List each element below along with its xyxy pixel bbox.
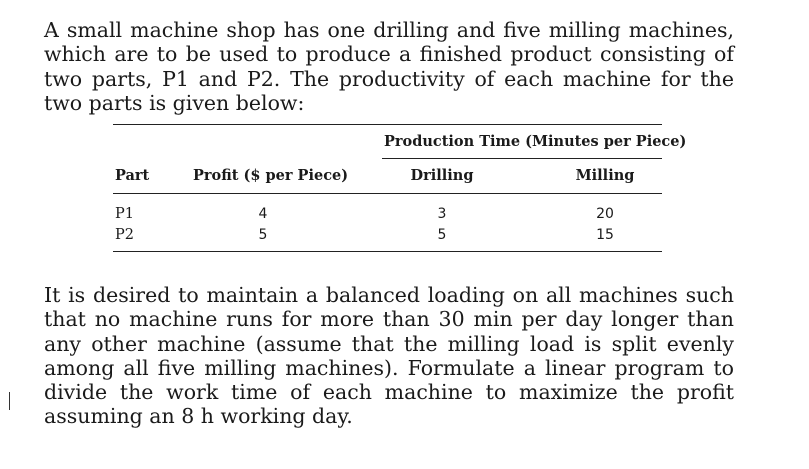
- col-header-milling: Milling: [575, 167, 635, 184]
- problem-task: It is desired to maintain a balanced loading on all machines such that no machine runs for more than 30 min per day longer than any other machine (assume that the milling load is split evenly among all five milling machines). Formulate a linear program to divide the work time of each machine to maximize the profit assuming an 8 h working day.: [44, 283, 734, 429]
- cell-profit: 5: [258, 227, 268, 243]
- col-header-drilling: Drilling: [410, 167, 474, 184]
- header-bottom-rule: [113, 193, 662, 194]
- col-header-profit: Profit ($ per Piece): [193, 167, 349, 184]
- cell-drilling: 5: [437, 227, 447, 243]
- group-header-rule: [382, 158, 662, 159]
- cell-milling: 20: [596, 206, 614, 222]
- group-header-production-time: Production Time (Minutes per Piece): [384, 133, 687, 150]
- cell-profit: 4: [258, 206, 268, 222]
- col-header-part: Part: [115, 167, 150, 184]
- cell-milling: 15: [596, 227, 614, 243]
- table-bottom-rule: [113, 251, 662, 252]
- problem-intro: A small machine shop has one drilling and five milling machines, which are to be used to produce a finished product consisting of two parts, P1 and P2. The productivity of each machine for the two parts is given below:: [44, 18, 734, 115]
- text-cursor: [9, 392, 10, 410]
- cell-part: P2: [115, 227, 134, 243]
- cell-part: P1: [115, 206, 134, 222]
- cell-drilling: 3: [437, 206, 447, 222]
- table-top-rule: [113, 124, 662, 125]
